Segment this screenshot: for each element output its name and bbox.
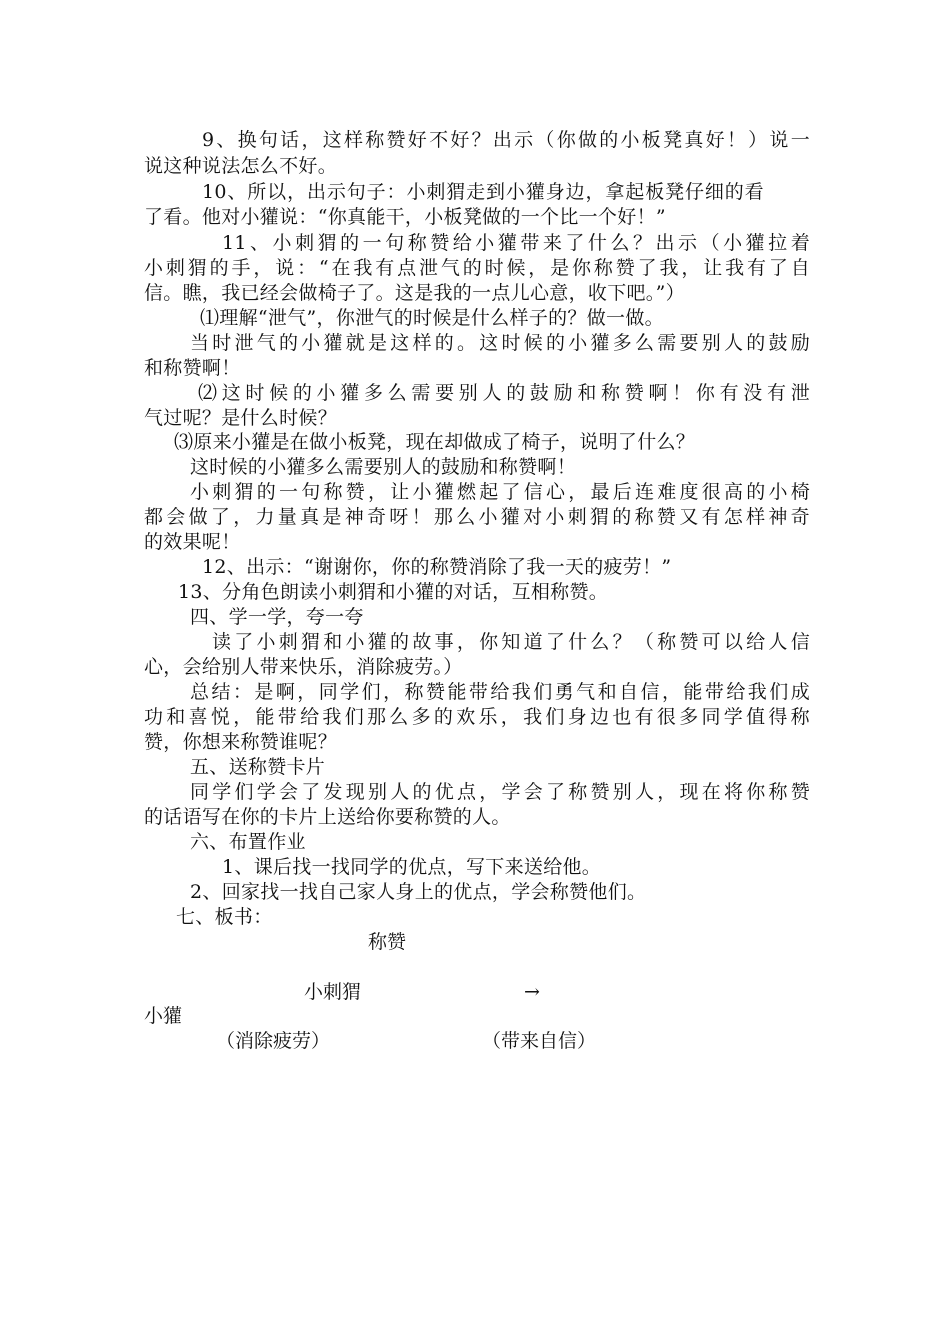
text-line: ⑵这时候的小獾多么需要别人的鼓励和称赞啊！你有没有泄 [198, 382, 810, 404]
text-line: 小刺猬的手，说：“在我有点泄气的时候，是你称赞了我，让我有了自 [144, 257, 810, 279]
board-right-note: （带来自信） [482, 1030, 597, 1052]
text-line: 12、出示：“谢谢你，你的称赞消除了我一天的疲劳！” [202, 556, 672, 578]
text-line: 气过呢？是什么时候？ [144, 407, 338, 429]
text-line: 小刺猬的一句称赞，让小獾燃起了信心，最后连难度很高的小椅 [190, 481, 810, 503]
text-line: ⑴理解“泄气”，你泄气的时候是什么样子的？做一做。 [200, 307, 664, 329]
text-line: 1、课后找一找同学的优点，写下来送给他。 [222, 856, 602, 878]
text-line: 都会做了，力量真是神奇呀！那么小獾对小刺猬的称赞又有怎样神奇 [144, 506, 810, 528]
text-line: 13、分角色朗读小刺猬和小獾的对话，互相称赞。 [178, 581, 609, 603]
text-line: 2、回家找一找自己家人身上的优点，学会称赞他们。 [190, 881, 647, 903]
text-line: 赞，你想来称赞谁呢？ [144, 731, 338, 753]
section-heading: 四、学一学，夸一夸 [190, 606, 364, 628]
text-line: 9、换句话，这样称赞好不好？出示（你做的小板凳真好！）说一 [202, 129, 810, 151]
text-line: 心，会给别人带来快乐，消除疲劳。） [144, 656, 463, 678]
text-line: 功和喜悦，能带给我们那么多的欢乐，我们身边也有很多同学值得称 [144, 706, 810, 728]
section-heading: 六、布置作业 [190, 831, 306, 853]
text-line: 的话语写在你的卡片上送给你要称赞的人。 [144, 806, 511, 828]
text-line: 当时泄气的小獾就是这样的。这时候的小獾多么需要别人的鼓励 [190, 332, 810, 354]
text-line: 这时候的小獾多么需要别人的鼓励和称赞啊！ [190, 456, 577, 478]
text-line: 读了小刺猬和小獾的故事，你知道了什么？（称赞可以给人信 [212, 631, 810, 653]
text-line: 说这种说法怎么不好。 [144, 155, 338, 177]
text-line: ⑶原来小獾是在做小板凳，现在却做成了椅子，说明了什么？ [174, 431, 696, 453]
text-line: 10、所以，出示句子：小刺猬走到小獾身边，拿起板凳仔细的看 [202, 181, 764, 203]
board-arrow: → [524, 981, 540, 1003]
text-line: 11、小刺猬的一句称赞给小獾带来了什么？出示（小獾拉着 [222, 232, 810, 254]
board-title: 称赞 [368, 931, 407, 953]
text-line: 信。瞧，我已经会做椅子了。这是我的一点儿心意，收下吧。”） [144, 282, 685, 304]
text-line: 了看。他对小獾说：“你真能干，小板凳做的一个比一个好！” [144, 206, 666, 228]
text-line: 和称赞啊！ [144, 357, 241, 379]
text-line: 总结：是啊，同学们，称赞能带给我们勇气和自信，能带给我们成 [190, 681, 810, 703]
board-left-note: （消除疲劳） [216, 1030, 331, 1052]
text-line: 的效果呢！ [144, 531, 241, 553]
board-right-subject: 小獾 [144, 1005, 183, 1027]
section-heading: 七、板书： [176, 906, 273, 928]
section-heading: 五、送称赞卡片 [190, 756, 326, 778]
board-left-subject: 小刺猬 [304, 981, 362, 1003]
text-line: 同学们学会了发现别人的优点，学会了称赞别人，现在将你称赞 [190, 781, 810, 803]
